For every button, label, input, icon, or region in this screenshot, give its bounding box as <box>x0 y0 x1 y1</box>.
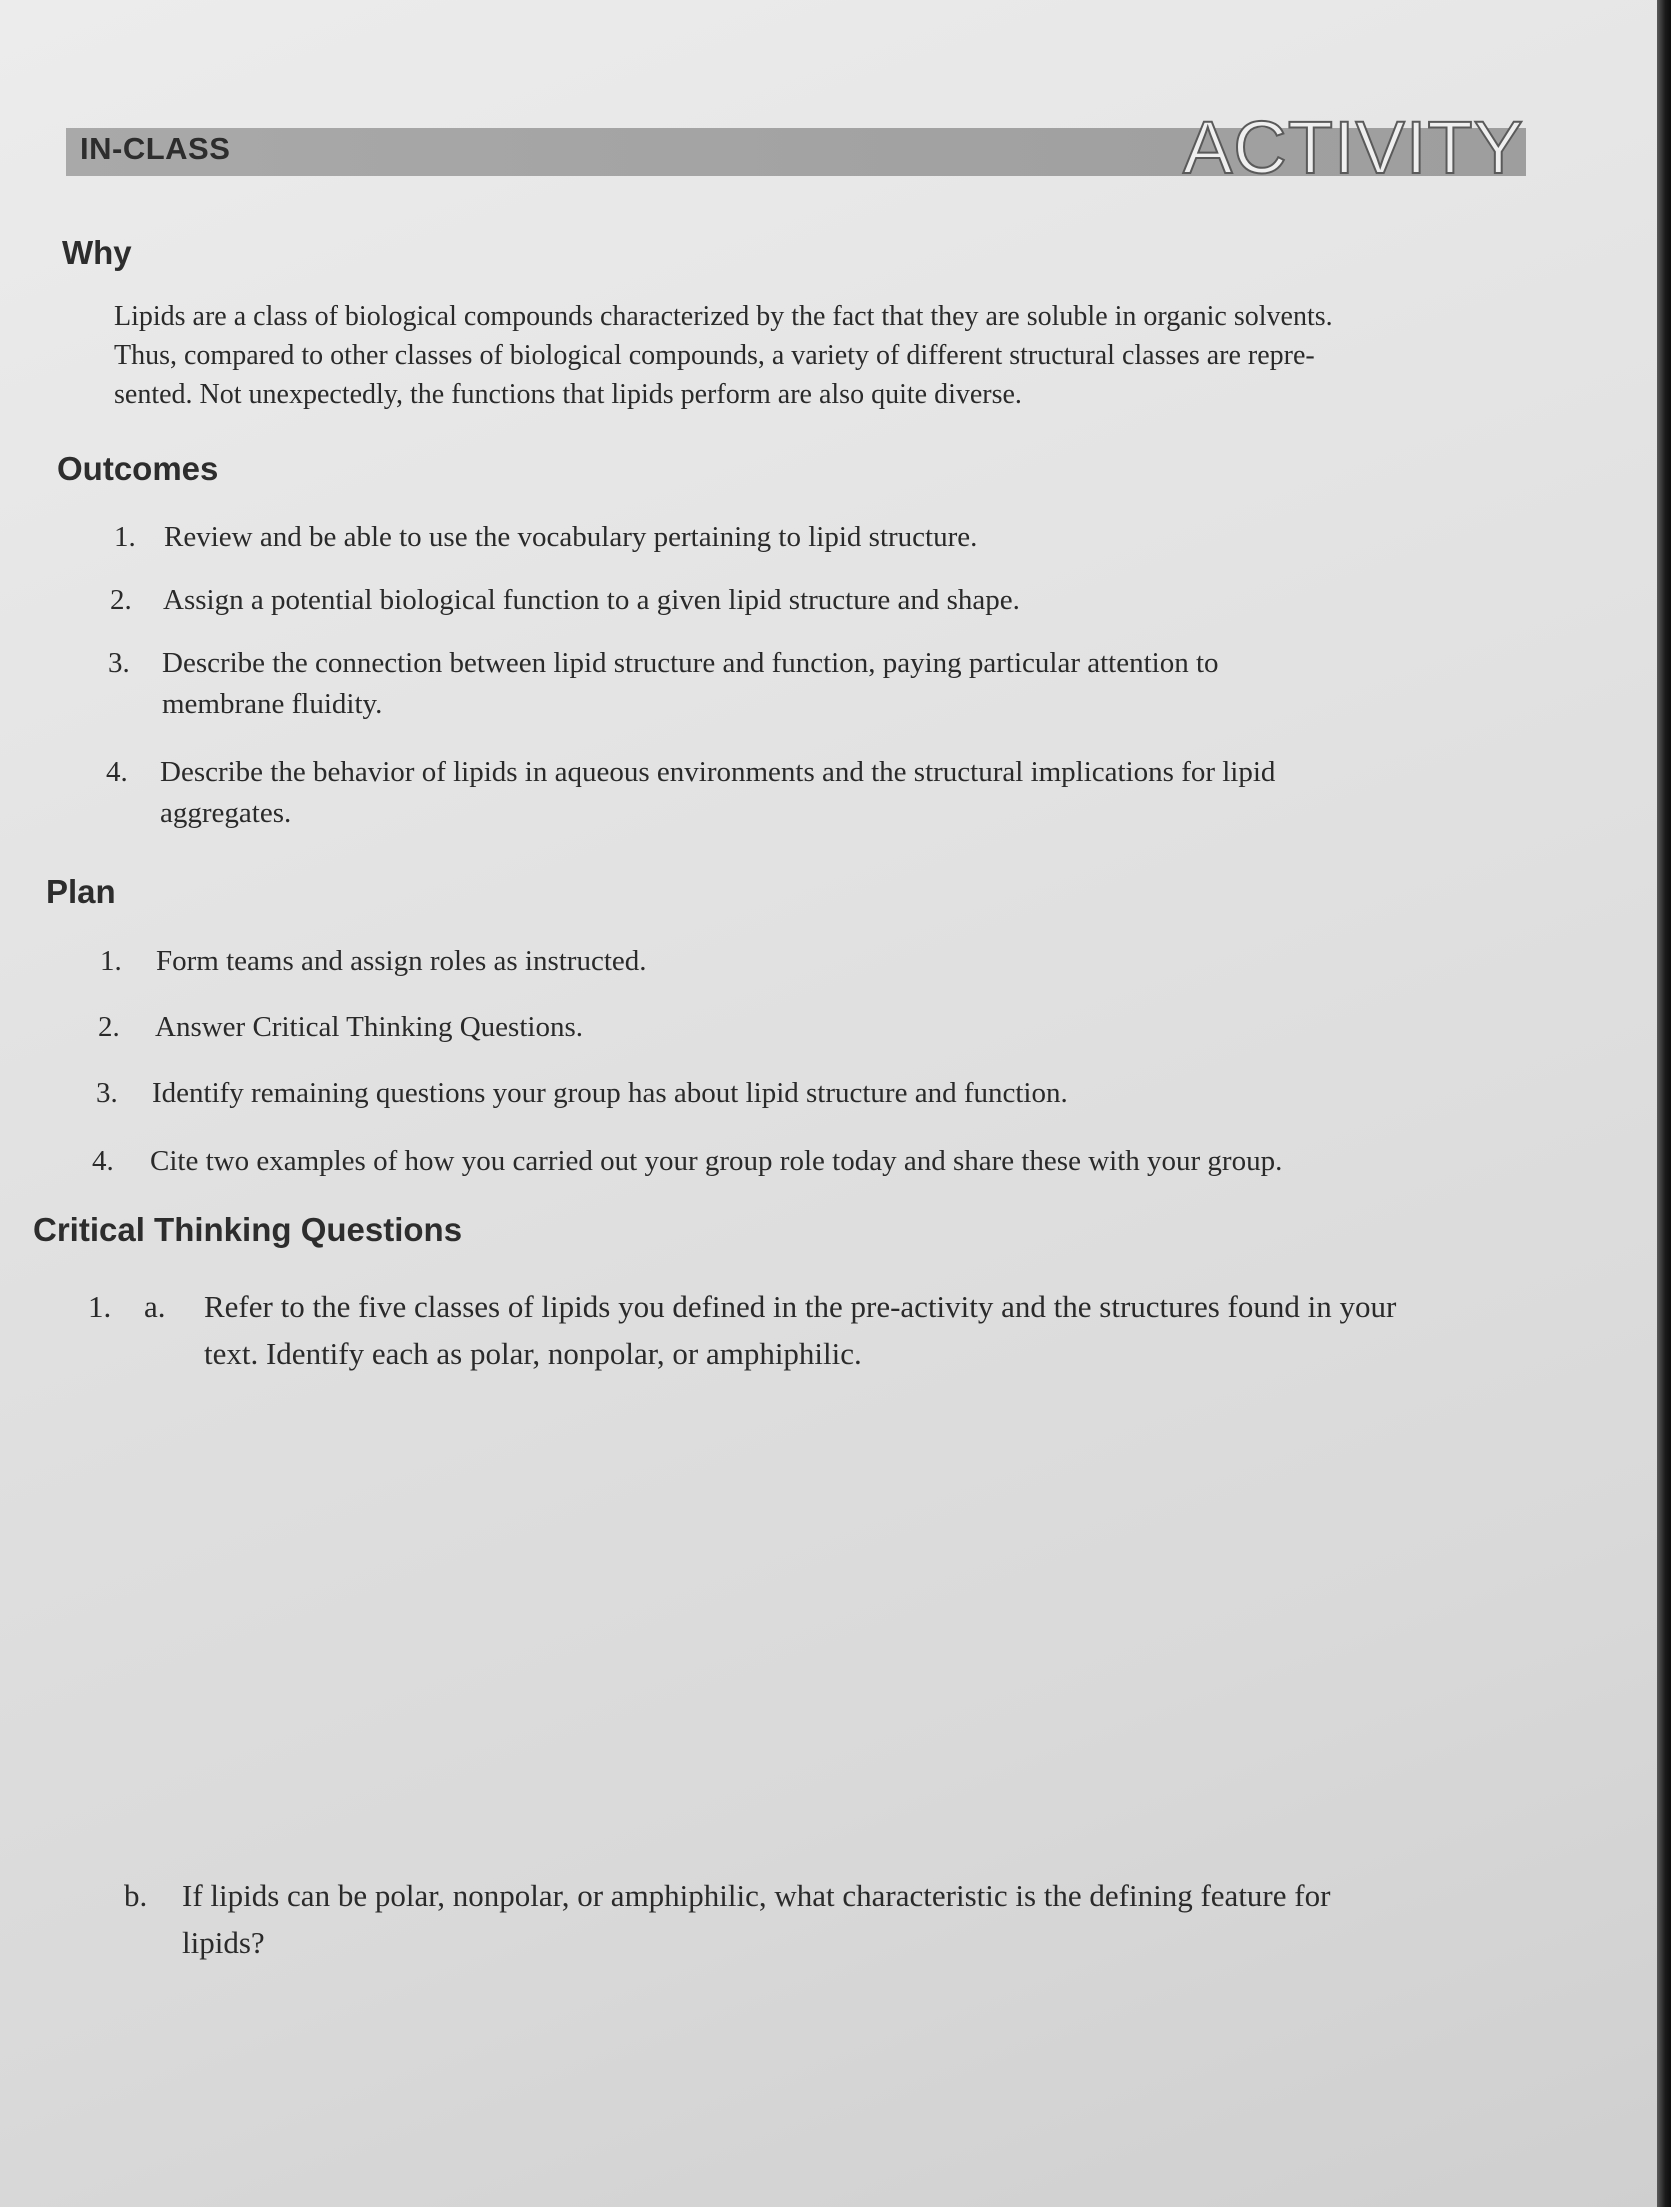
why-line: sented. Not unexpectedly, the functions that lipids perform are also quite diverse. <box>114 379 1022 410</box>
outcome-text: Review and be able to use the vocabulary pertaining to lipid structure. <box>164 521 978 553</box>
question-letter: b. <box>124 1878 148 1913</box>
why-heading: Why <box>62 234 132 271</box>
why-paragraph <box>114 297 1333 414</box>
plan-number: 3. <box>96 1077 118 1109</box>
question-letter: a. <box>144 1289 166 1324</box>
question-number: 1. <box>88 1289 112 1324</box>
outcome-number: 3. <box>108 647 130 679</box>
outcome-text: Assign a potential biological function to a given lipid structure and shape. <box>163 584 1020 616</box>
device-edge <box>1657 0 1671 2207</box>
plan-number: 2. <box>98 1011 120 1043</box>
outcome-text: Describe the behavior of lipids in aqueous environments and the structural implications for lipid aggregates. <box>160 756 1276 829</box>
why-line: Lipids are a class of biological compounds characterized by the fact that they are soluble in organic solvents. <box>114 301 1333 332</box>
outcome-number: 4. <box>106 756 128 788</box>
plan-text: Answer Critical Thinking Questions. <box>155 1011 583 1043</box>
ctq-heading: Critical Thinking Questions <box>33 1211 463 1248</box>
plan-number: 1. <box>100 945 122 977</box>
outcomes-heading: Outcomes <box>57 450 219 487</box>
plan-text: Cite two examples of how you carried out your group role today and share these with your group. <box>150 1145 1283 1177</box>
plan-text: Form teams and assign roles as instructed. <box>156 945 647 977</box>
outcome-number: 2. <box>110 584 132 616</box>
banner-in-class: IN-CLASS <box>80 131 231 166</box>
plan-heading: Plan <box>46 873 116 910</box>
plan-text: Identify remaining questions your group has about lipid structure and function. <box>152 1077 1068 1109</box>
question-text: Refer to the five classes of lipids you defined in the pre-activity and the structures found in your text. Identify each as polar, nonpolar, or amphiphilic. <box>204 1289 1397 1371</box>
outcome-text: Describe the connection between lipid structure and function, paying particular attention to membrane fluidity. <box>162 647 1219 720</box>
why-line: Thus, compared to other classes of biological compounds, a variety of different structural classes are repre- <box>114 340 1315 371</box>
plan-number: 4. <box>92 1145 114 1177</box>
outcome-number: 1. <box>114 521 136 553</box>
question-text: If lipids can be polar, nonpolar, or amphiphilic, what characteristic is the defining feature for lipids? <box>182 1878 1331 1960</box>
banner-activity: ACTIVITY <box>1182 106 1524 189</box>
